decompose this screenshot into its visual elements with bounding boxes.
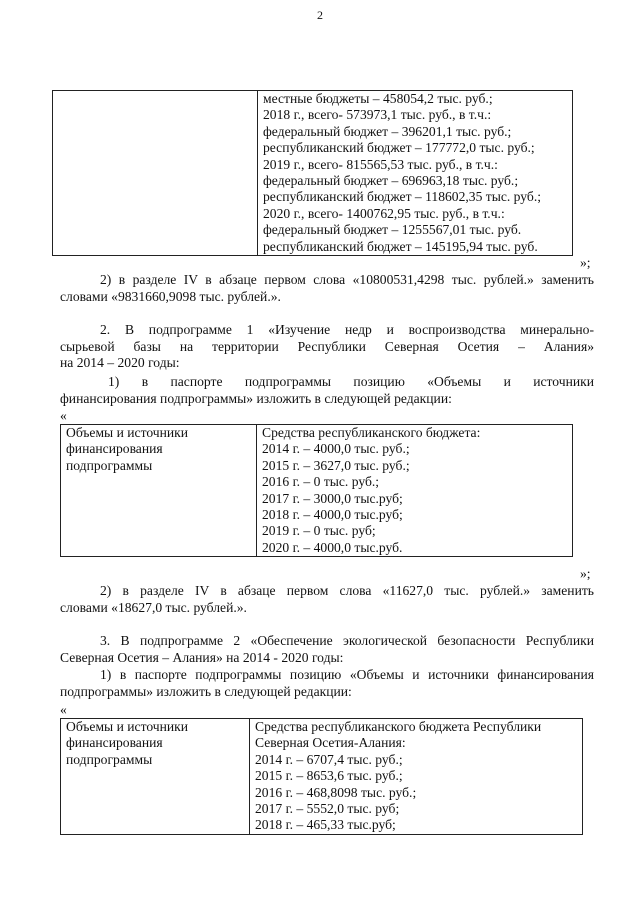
paragraph-subprogram2 (60, 633, 594, 666)
table3-left-line: Объемы и источники (66, 719, 189, 734)
paragraph-subprogram2-item1 (60, 667, 594, 700)
paragraph-line: 2) в разделе IV в абзаце первом слова «11627,0 тыс. рублей.» заменить (100, 583, 594, 598)
table2-right-cell (257, 425, 573, 557)
table1-line: федеральный бюджет – 1255567,01 тыс. руб. (263, 222, 522, 238)
paragraph-line: подпрограммы» изложить в следующей редакции: (60, 683, 352, 699)
paragraph-line: 2. В подпрограмме 1 «Изучение недр и воспроизводства минерально- (100, 322, 594, 337)
paragraph-line: 3. В подпрограмме 2 «Обеспечение экологической безопасности Республики (100, 633, 594, 648)
table3-line: Средства республиканского бюджета Республики (255, 719, 542, 734)
table3-line: 2015 г. – 8653,6 тыс. руб.; (255, 768, 403, 784)
table3-left-cell (61, 719, 250, 835)
table2-line: 2020 г. – 4000,0 тыс.руб. (262, 539, 403, 555)
table1-left-cell (53, 91, 258, 256)
funding-table-subprogram2 (60, 718, 583, 835)
table3-line: Северная Осетия-Алания: (255, 735, 406, 751)
table3-right-cell (250, 719, 583, 835)
open-quote: « (60, 702, 67, 717)
paragraph-subprogram1 (60, 322, 594, 372)
table1-line: федеральный бюджет – 396201,1 тыс. руб.; (263, 123, 512, 139)
paragraph-line: финансирования подпрограммы» изложить в следующей редакции: (60, 390, 452, 406)
table1-line: местные бюджеты – 458054,2 тыс. руб.; (263, 91, 493, 106)
table2-line: 2015 г. – 3627,0 тыс. руб.; (262, 457, 410, 473)
paragraph-line: на 2014 – 2020 годы: (60, 355, 180, 370)
table1-line: республиканский бюджет – 118602,35 тыс. руб.; (263, 189, 542, 205)
table3-line: 2017 г. – 5552,0 тыс. руб; (255, 800, 400, 816)
table2-line: 2018 г. – 4000,0 тыс.руб; (262, 506, 403, 522)
paragraph-line: сырьевой базы на территории Республики Северная Осетия – Алания» (60, 338, 594, 354)
table2-left-line: подпрограммы (66, 457, 153, 473)
table2-left-line: финансирования (66, 441, 163, 457)
table1-line: 2019 г., всего- 815565,53 тыс. руб., в т.ч.: (263, 156, 498, 172)
table1-line: республиканский бюджет – 145195,94 тыс. руб. (263, 238, 538, 254)
paragraph-subprogram1-item1 (60, 374, 594, 407)
table2-line: Средства республиканского бюджета: (262, 425, 481, 440)
table2-line: 2016 г. – 0 тыс. руб.; (262, 474, 380, 490)
table2-line: 2017 г. – 3000,0 тыс.руб; (262, 490, 403, 506)
paragraph-line: словами «18627,0 тыс. рублей.». (60, 599, 247, 615)
close-quote: »; (580, 255, 591, 270)
paragraph-line: 1) в паспорте подпрограммы позицию «Объемы и источники финансирования (100, 667, 594, 682)
table3-line: 2014 г. – 6707,4 тыс. руб.; (255, 751, 403, 767)
table1-line: 2020 г., всего- 1400762,95 тыс. руб., в т.ч.: (263, 205, 505, 221)
page-number: 2 (317, 8, 323, 22)
table1-line: республиканский бюджет – 177772,0 тыс. руб.; (263, 140, 535, 156)
table2-left-cell (61, 425, 257, 557)
table1-right-cell (258, 91, 573, 256)
paragraph-section1-item2 (60, 272, 594, 305)
funding-table-continuation (52, 90, 573, 256)
table3-line: 2016 г. – 468,8098 тыс. руб.; (255, 784, 417, 800)
paragraph-line: 2) в разделе IV в абзаце первом слова «10800531,4298 тыс. рублей.» заменить (100, 272, 594, 287)
paragraph-line: словами «9831660,9098 тыс. рублей.». (60, 288, 281, 304)
paragraph-line: 1) в паспорте подпрограммы позицию «Объемы и источники (108, 374, 594, 389)
table2-line: 2019 г. – 0 тыс. руб; (262, 523, 376, 539)
table2-left-line: Объемы и источники (66, 425, 189, 440)
table1-line: федеральный бюджет – 696963,18 тыс. руб.; (263, 172, 519, 188)
paragraph-line: Северная Осетия – Алания» на 2014 - 2020 годы: (60, 649, 344, 665)
close-quote: »; (580, 566, 591, 581)
table3-left-line: финансирования (66, 735, 163, 751)
paragraph-subprogram1-item2 (60, 583, 594, 616)
table3-left-line: подпрограммы (66, 751, 153, 767)
table3-line: 2018 г. – 465,33 тыс.руб; (255, 817, 396, 833)
open-quote: « (60, 408, 67, 423)
funding-table-subprogram1 (60, 424, 573, 557)
table2-line: 2014 г. – 4000,0 тыс. руб.; (262, 441, 410, 457)
table1-line: 2018 г., всего- 573973,1 тыс. руб., в т.ч.: (263, 107, 492, 123)
